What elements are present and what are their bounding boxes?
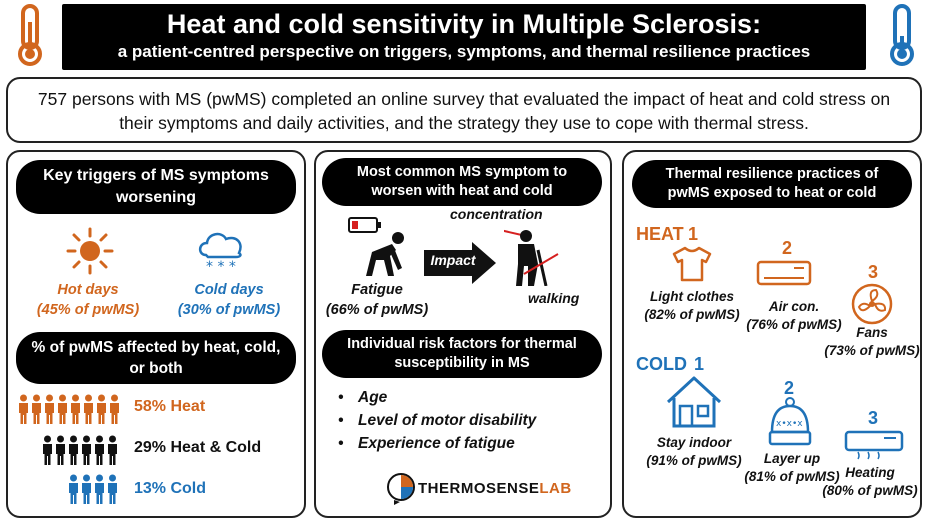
person-icon-row (68, 474, 118, 504)
brain-logo-icon (386, 472, 416, 506)
person-icon (68, 474, 79, 504)
cold-rank-1: 1 (694, 354, 705, 374)
triggers-title-line-2: worsening (115, 189, 196, 206)
heater-icon (844, 430, 904, 460)
person-icon (107, 474, 118, 504)
beanie-icon (766, 396, 814, 448)
both-share (134, 439, 261, 457)
cold-share (134, 480, 206, 498)
symptom-panel (314, 150, 612, 518)
person-icon (42, 435, 53, 465)
heat-share (134, 398, 205, 416)
cold-rank-2: 2 (784, 378, 795, 398)
heat-section-label: HEAT (636, 224, 684, 244)
triggers-title-line-1: Key triggers of MS symptoms (43, 167, 269, 184)
light-clothes-pct: (82% of pwMS) (644, 307, 740, 322)
person-icon (94, 474, 105, 504)
cold-section-label: COLD (636, 354, 687, 374)
air-con-pct: (76% of pwMS) (746, 317, 842, 332)
svg-text:* * *: * * * (206, 259, 236, 275)
symptom-title (322, 158, 602, 206)
intro-box (6, 77, 922, 143)
walking-label: walking (528, 290, 580, 306)
person-icon (44, 394, 55, 424)
stay-indoor-pct: (91% of pwMS) (646, 453, 742, 468)
layer-up-label: Layer up (763, 451, 821, 466)
person-icon (18, 394, 29, 424)
walking-person-icon (504, 220, 564, 286)
cold-thermometer-icon (882, 2, 922, 68)
header-banner (62, 4, 866, 70)
symptom-title-line-2: worsen with heat and cold (371, 183, 553, 199)
fan-icon (850, 282, 894, 326)
person-icon (68, 435, 79, 465)
person-icon (57, 394, 68, 424)
hot-days-pct: (45% of pwMS) (36, 302, 140, 318)
resilience-title (632, 160, 912, 208)
intro-line-2: their symptoms and daily activities, and the strategy they use to cope with thermal stress. (119, 113, 809, 133)
snow-cloud-icon (196, 227, 248, 275)
sun-icon (66, 227, 114, 275)
person-icon (31, 394, 42, 424)
fatigue-pct: (66% of pwMS) (325, 302, 429, 318)
person-icon (81, 474, 92, 504)
person-icon (94, 435, 105, 465)
fans-label: Fans (856, 325, 888, 340)
person-icon (55, 435, 66, 465)
air-conditioner-icon (756, 260, 812, 290)
page-title: Heat and cold sensitivity in Multiple Sclerosis: (166, 9, 762, 39)
person-icon-row (42, 435, 118, 465)
person-icon (70, 394, 81, 424)
heat-rank-2: 2 (782, 238, 793, 258)
heating-label: Heating (845, 465, 895, 480)
risk-factor-item: • Age (336, 386, 536, 409)
logo-text-accent: LAB (539, 480, 572, 497)
person-icon (83, 394, 94, 424)
stay-indoor-label: Stay indoor (656, 435, 732, 450)
fans-pct: (73% of pwMS) (824, 343, 920, 358)
tired-person-icon (358, 230, 410, 280)
light-clothes-label: Light clothes (650, 289, 734, 304)
logo-text-main: THERMOSENSE (418, 480, 540, 497)
logo-text (418, 480, 572, 497)
heat-people-icons (18, 394, 120, 424)
cold-share-label: 13% Cold (134, 480, 207, 497)
person-icon-row (18, 394, 120, 424)
person-icon (109, 394, 120, 424)
resilience-title-line-2: pwMS exposed to heat or cold (667, 185, 877, 201)
risk-title-line-2: susceptibility in MS (394, 355, 530, 371)
heat-rank-3: 3 (868, 262, 879, 282)
hot-days-caption (18, 280, 158, 320)
tshirt-icon (672, 246, 712, 282)
resilience-title-line-1: Thermal resilience practices of (665, 166, 879, 182)
risk-title (322, 330, 602, 378)
both-share-label: 29% Heat & Cold (134, 439, 262, 456)
page-subtitle: a patient-centred perspective on triggers, symptoms, and thermal resilience practices (117, 42, 811, 61)
heat-share-label: 58% Heat (134, 398, 206, 415)
svg-text:x•x•x: x•x•x (776, 419, 803, 429)
hot-days-label: Hot days (57, 282, 119, 298)
fans-caption (820, 324, 924, 360)
affected-title (16, 332, 296, 384)
heat-rank-1: 1 (688, 224, 699, 244)
affected-title-line-1: % of pwMS affected by heat, cold, (31, 339, 281, 356)
hot-thermometer-icon (10, 2, 50, 68)
cold-rank-3: 3 (868, 408, 879, 428)
intro-line-1: 757 persons with MS (pwMS) completed an online survey that evaluated the impact of heat and cold stress on (37, 89, 891, 109)
cold-days-pct: (30% of pwMS) (177, 302, 281, 318)
risk-factor-item: • Experience of fatigue (336, 432, 536, 455)
resilience-panel (622, 150, 922, 518)
risk-title-line-1: Individual risk factors for thermal (347, 336, 577, 352)
risk-factor-item: • Level of motor disability (336, 409, 536, 432)
concentration-label: concentration (450, 206, 543, 222)
cold-people-icons (68, 474, 118, 504)
layer-up-pct: (81% of pwMS) (744, 469, 840, 484)
symptom-title-line-1: Most common MS symptom to (356, 164, 568, 180)
triggers-panel (6, 150, 306, 518)
triggers-title (16, 160, 296, 214)
affected-title-line-2: or both (129, 360, 183, 377)
cold-days-caption (154, 280, 304, 320)
air-con-label: Air con. (768, 299, 820, 314)
fatigue-label: Fatigue (351, 282, 403, 298)
cold-days-label: Cold days (194, 282, 264, 298)
heating-pct: (80% of pwMS) (822, 483, 918, 498)
both-people-icons (42, 435, 118, 465)
fatigue-caption (322, 280, 432, 320)
person-icon (81, 435, 92, 465)
house-icon (664, 374, 724, 430)
person-icon (96, 394, 107, 424)
impact-label: Impact (430, 252, 476, 268)
heating-caption (816, 464, 924, 500)
person-icon (107, 435, 118, 465)
risk-factor-list (336, 386, 536, 455)
